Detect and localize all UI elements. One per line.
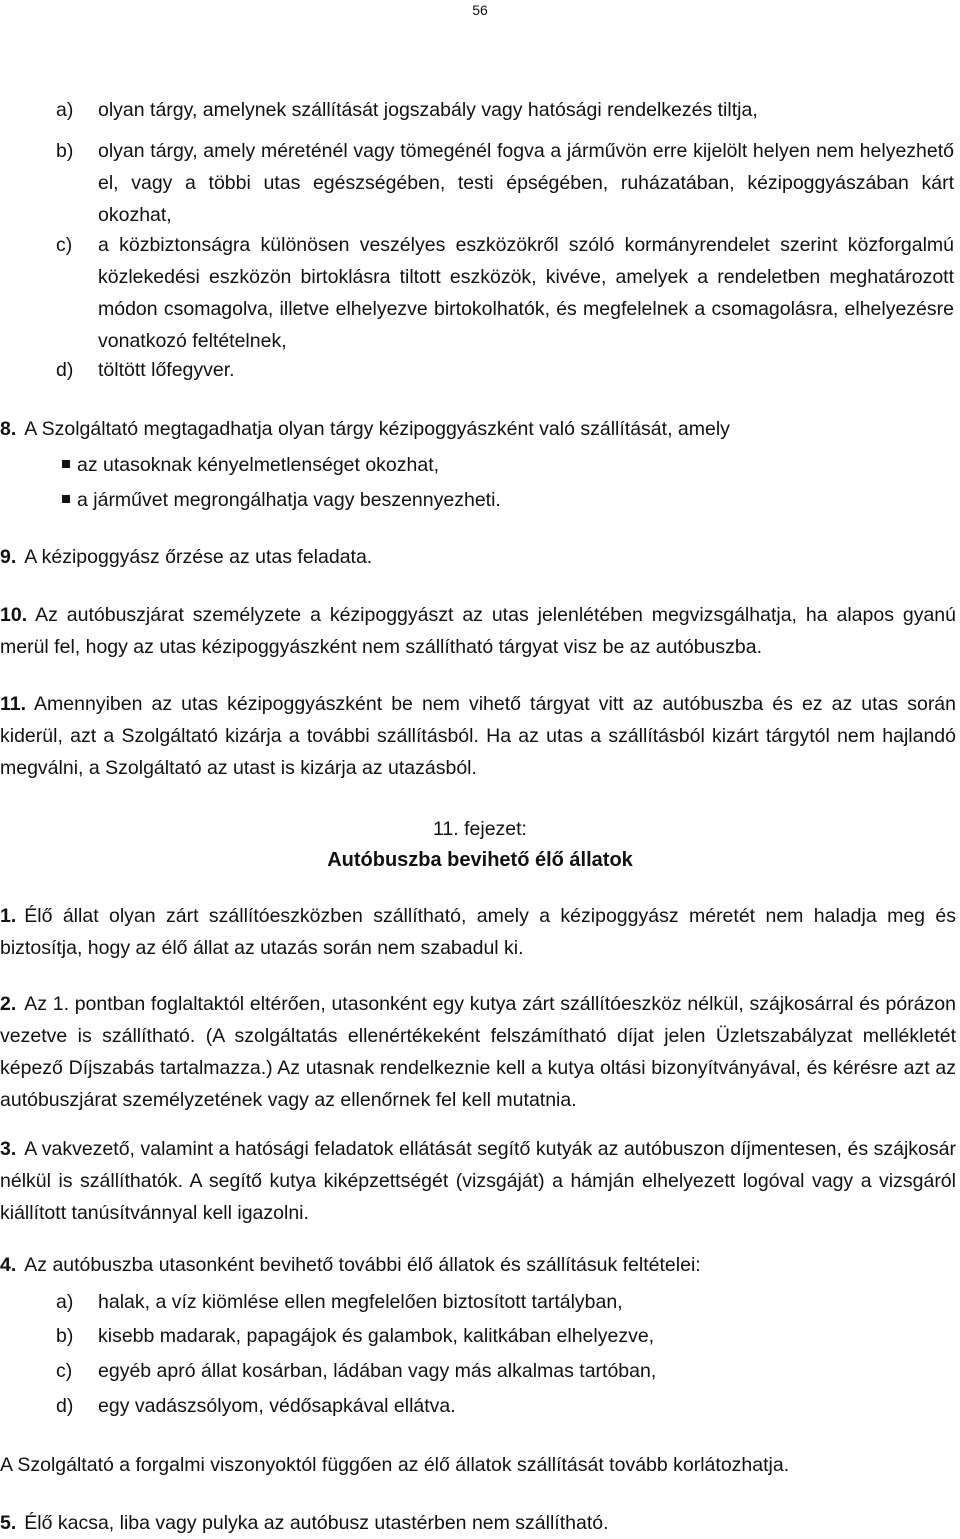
- section-text: Amennyiben az utas kézipoggyászként be nem vihető tárgyat vitt az autóbuszba és ez az utas során kiderül, azt a Szolgáltató kizárja a további szállításból. Ha az utas a szállításból kizárt tárgytól nem hajlandó megválni, a Szolgáltató az utast is kizárja az utazásból.: [0, 693, 956, 779]
- list-item: [56, 1390, 954, 1422]
- list-label: a): [56, 1291, 74, 1313]
- list-label: b): [56, 140, 74, 162]
- section-text: Az autóbuszba utasonként bevihető további élő állatok és szállításuk feltételei:: [24, 1254, 701, 1276]
- section-5: [0, 1507, 956, 1539]
- bullet-text: a járművet megrongálhatja vagy beszennyezheti.: [77, 489, 501, 511]
- bullet-square-icon: [62, 460, 70, 468]
- list-item: [56, 94, 954, 126]
- section-number: 9.: [0, 546, 17, 568]
- list-label: a): [56, 99, 74, 121]
- bullet-square-icon: [62, 495, 70, 503]
- section-number: 5.: [0, 1512, 17, 1534]
- section-text: A Szolgáltató megtagadhatja olyan tárgy kézipoggyászként való szállítását, amely: [24, 418, 730, 440]
- section-number: 1.: [0, 905, 17, 927]
- section-1: [0, 900, 956, 964]
- list-label: d): [56, 1395, 74, 1417]
- section-text: Élő állat olyan zárt szállítóeszközben szállítható, amely a kézipoggyász méretét nem haladja meg és biztosítja, hogy az élő állat az utazás során nem szabadul ki.: [0, 905, 956, 959]
- section-text: Élő kacsa, liba vagy pulyka az autóbusz utastérben nem szállítható.: [24, 1512, 609, 1534]
- section-text: Az 1. pontban foglaltaktól eltérően, utasonként egy kutya zárt szállítóeszköz nélkül, szájkosárral és pórázon vezetve is szállítható. (A szolgáltatás ellenértékeként felszámítható díjat jelen Üzletszabályzat mellékletét képező Díjszabás tartalmazza.) Az utasnak rendelkeznie kell a kutya oltási bizonyítványával, és kérésre azt az autóbuszjárat személyzetének vagy az ellenőrnek fel kell mutatnia.: [0, 993, 956, 1111]
- section-number: 3.: [0, 1138, 17, 1160]
- list-label: b): [56, 1325, 74, 1347]
- list-item: [56, 135, 954, 231]
- list-item: [56, 354, 954, 386]
- closing-text: A Szolgáltató a forgalmi viszonyoktól függően az élő állatok szállítását tovább korlátozhatja.: [0, 1454, 790, 1476]
- list-text: olyan tárgy, amelynek szállítását jogszabály vagy hatósági rendelkezés tiltja,: [98, 99, 758, 121]
- section-number: 2.: [0, 993, 17, 1015]
- list-item: [56, 1320, 954, 1352]
- list-text: a közbiztonságra különösen veszélyes eszközökről szóló kormányrendelet szerint közforgalmú közlekedési eszközön birtoklásra tiltott eszközök, kivéve, amelyek a rendeletben meghatározott módon csomagolva, illetve elhelyezve birtokolhatók, és megfelelnek a csomagolásra, elhelyezésre vonatkozó feltételnek,: [98, 234, 954, 352]
- chapter-title: Autóbuszba bevihető élő állatok: [327, 849, 633, 871]
- section-8: [0, 413, 956, 445]
- section-11: [0, 688, 956, 784]
- list-label: c): [56, 234, 73, 256]
- list-text: töltött lőfegyver.: [98, 359, 235, 381]
- list-item: [56, 229, 954, 357]
- list-text: olyan tárgy, amely méreténél vagy tömegénél fogva a járművön erre kijelölt helyen nem helyezhető el, vagy a többi utas egészségében, testi épségében, ruházatában, kézipoggyászában kárt okozhat,: [98, 140, 954, 226]
- bullet-item: [62, 484, 942, 516]
- section-text: A kézipoggyász őrzése az utas feladata.: [24, 546, 373, 568]
- bullet-text: az utasoknak kényelmetlenséget okozhat,: [77, 454, 440, 476]
- page-number: 56: [472, 2, 488, 18]
- section-number: 4.: [0, 1254, 17, 1276]
- list-label: c): [56, 1360, 73, 1382]
- list-text: kisebb madarak, papagájok és galambok, kalitkában elhelyezve,: [98, 1325, 655, 1347]
- list-item: [56, 1286, 954, 1318]
- section-text: A vakvezető, valamint a hatósági feladatok ellátását segítő kutyák az autóbuszon díjmentesen, és szájkosár nélkül is szállíthatók. A segítő kutya kiképzettségét (vizsgáját) a hámján elhelyezett logóval vagy a vizsgáról kiállított tanúsítvánnyal kell igazolni.: [0, 1138, 956, 1224]
- section-number: 10.: [0, 604, 28, 626]
- section-9: [0, 541, 956, 573]
- list-text: halak, a víz kiömlése ellen megfelelően biztosított tartályban,: [98, 1291, 623, 1313]
- bullet-item: [62, 449, 942, 481]
- list-text: egy vadászsólyom, védősapkával ellátva.: [98, 1395, 456, 1417]
- section-10: [0, 599, 956, 663]
- list-label: d): [56, 359, 74, 381]
- list-text: egyéb apró állat kosárban, ládában vagy más alkalmas tartóban,: [98, 1360, 657, 1382]
- section-3: [0, 1133, 956, 1229]
- section-number: 8.: [0, 418, 17, 440]
- section-4: [0, 1249, 956, 1281]
- section-2: [0, 988, 956, 1116]
- chapter-number: 11. fejezet:: [433, 818, 527, 840]
- list-item: [56, 1355, 954, 1387]
- section-text: Az autóbuszjárat személyzete a kézipoggyászt az utas jelenlétében megvizsgálhatja, ha alapos gyanú merül fel, hogy az utas kézipoggyászként nem szállítható tárgyat visz be az autóbuszba.: [0, 604, 956, 658]
- section-number: 11.: [0, 693, 27, 715]
